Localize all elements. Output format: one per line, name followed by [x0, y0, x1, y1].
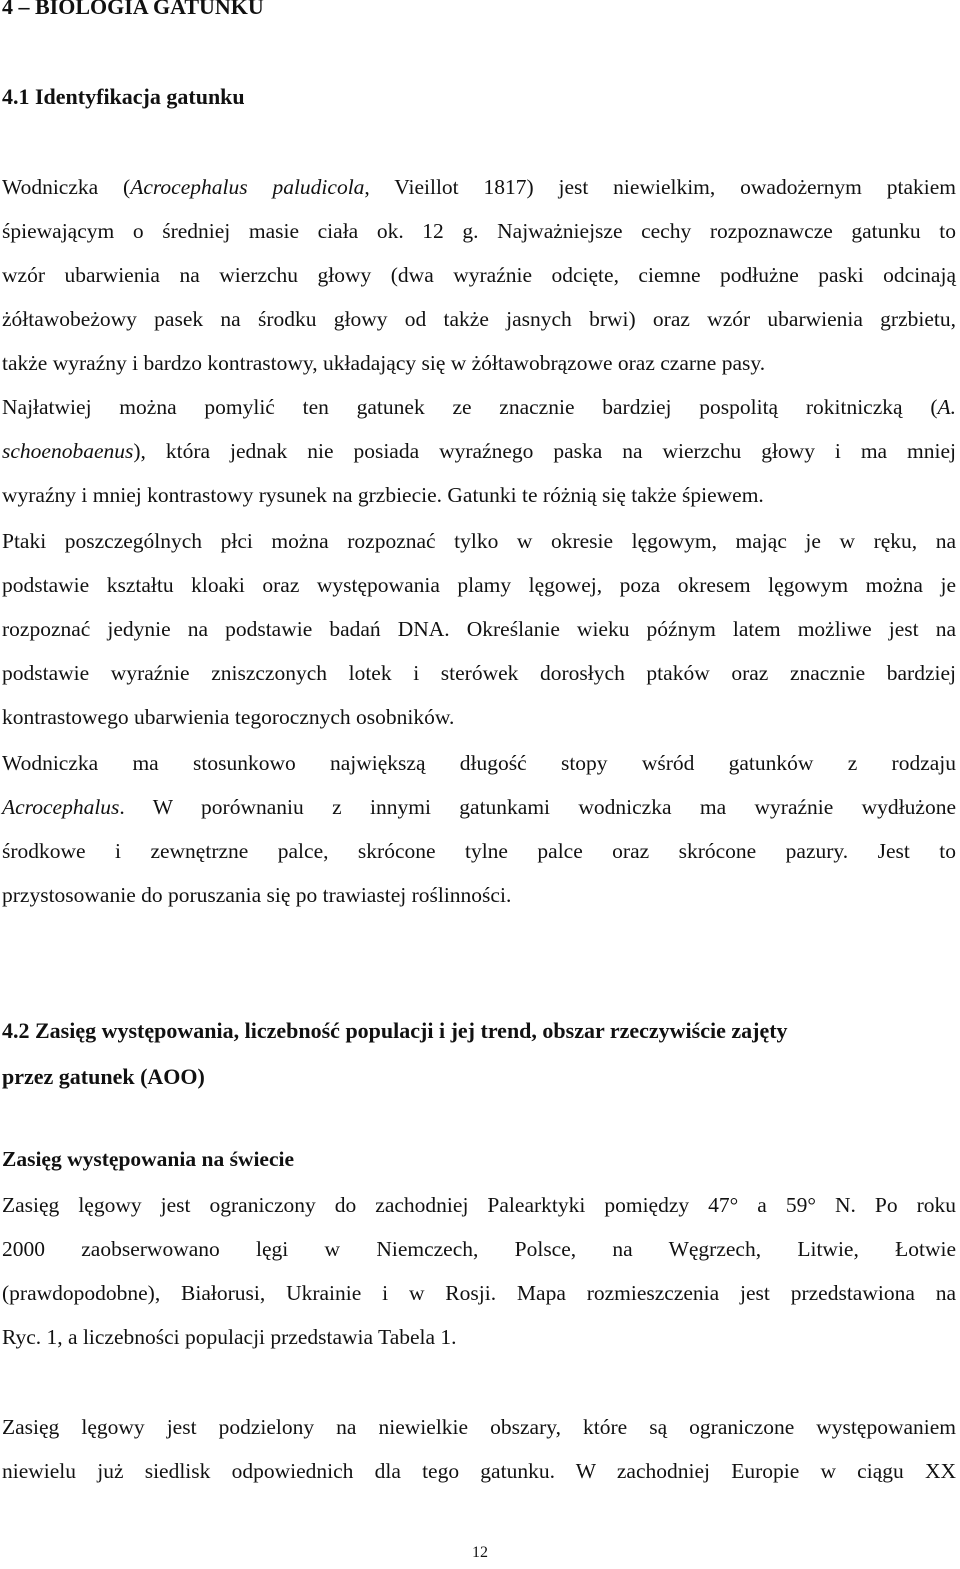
text-line: wyraźny i mniej kontrastowy rysunek na grzbiecie. Gatunki te różnią się także śpiewem. — [2, 483, 764, 507]
text-line: Zasięg lęgowy jest podzielony na niewielkie obszary, które są ograniczone występowaniem — [2, 1415, 956, 1439]
paragraph-foot-morphology — [2, 741, 956, 917]
subsection-heading-world-range: Zasięg występowania na świecie — [2, 1147, 295, 1171]
section-heading-4-1: 4.1 Identyfikacja gatunku — [2, 84, 245, 109]
chapter-heading: 4 – BIOLOGIA GATUNKU — [2, 0, 264, 19]
paragraph-sex-age — [2, 519, 956, 739]
text-line: żółtawobeżowy pasek na środku głowy od także jasnych brwi) oraz wzór ubarwienia grzbietu, — [2, 307, 956, 331]
text-line: schoenobaenus), która jednak nie posiada wyraźnego paska na wierzchu głowy i ma mniej — [2, 439, 956, 463]
text-line: kontrastowego ubarwienia tegorocznych osobników. — [2, 705, 455, 729]
text-line: Wodniczka ma stosunkowo największą długość stopy wśród gatunków z rodzaju — [2, 751, 956, 775]
text-line: (prawdopodobne), Białorusi, Ukrainie i w Rosji. Mapa rozmieszczenia jest przedstawiona na — [2, 1281, 956, 1305]
text-line: niewielu już siedlisk odpowiednich dla tego gatunku. W zachodniej Europie w ciągu XX — [2, 1459, 956, 1483]
text-line: Ryc. 1, a liczebności populacji przedstawia Tabela 1. — [2, 1325, 457, 1349]
text-line: podstawie kształtu kloaki oraz występowania plamy lęgowej, poza okresem lęgowym można je — [2, 573, 956, 597]
text-line: 2000 zaobserwowano lęgi w Niemczech, Polsce, na Węgrzech, Litwie, Łotwie — [2, 1237, 956, 1261]
text-line: także wyraźny i bardzo kontrastowy, układający się w żółtawobrązowe oraz czarne pasy. — [2, 351, 766, 375]
paragraph-range-fragmentation — [2, 1405, 956, 1493]
text-line: Zasięg lęgowy jest ograniczony do zachodniej Palearktyki pomiędzy 47° a 59° N. Po roku — [2, 1193, 956, 1217]
heading-line: przez gatunek (AOO) — [2, 1064, 205, 1089]
page-number: 12 — [472, 1544, 488, 1561]
heading-line: 4.2 Zasięg występowania, liczebność populacji i jej trend, obszar rzeczywiście zajęty — [2, 1018, 788, 1043]
text-line: Wodniczka (Acrocephalus paludicola, Vieillot 1817) jest niewielkim, owadożernym ptakiem — [2, 175, 957, 199]
text-line: przystosowanie do poruszania się po trawiastej roślinności. — [2, 883, 512, 907]
text-line: śpiewającym o średniej masie ciała ok. 12 g. Najważniejsze cechy rozpoznawcze gatunku to — [2, 219, 956, 243]
text-line: rozpoznać jedynie na podstawie badań DNA. Określanie wieku późnym latem możliwe jest na — [2, 617, 956, 641]
text-line: Najłatwiej można pomylić ten gatunek ze znacznie bardziej pospolitą rokitniczką (A. — [2, 395, 956, 419]
text-line: Ptaki poszczególnych płci można rozpoznać tylko w okresie lęgowym, mając je w ręku, na — [2, 529, 956, 553]
text-line: Acrocephalus. W porównaniu z innymi gatunkami wodniczka ma wyraźnie wydłużone — [2, 795, 956, 819]
text-line: środkowe i zewnętrzne palce, skrócone tylne palce oraz skrócone pazury. Jest to — [2, 839, 956, 863]
section-heading-4-2 — [2, 1008, 956, 1100]
text-line: podstawie wyraźnie zniszczonych lotek i sterówek dorosłych ptaków oraz znacznie bardziej — [2, 661, 956, 685]
text-line: wzór ubarwienia na wierzchu głowy (dwa wyraźnie odcięte, ciemne podłużne paski odcinają — [2, 263, 956, 287]
paragraph-world-range — [2, 1183, 956, 1359]
paragraph-identification — [2, 165, 956, 517]
